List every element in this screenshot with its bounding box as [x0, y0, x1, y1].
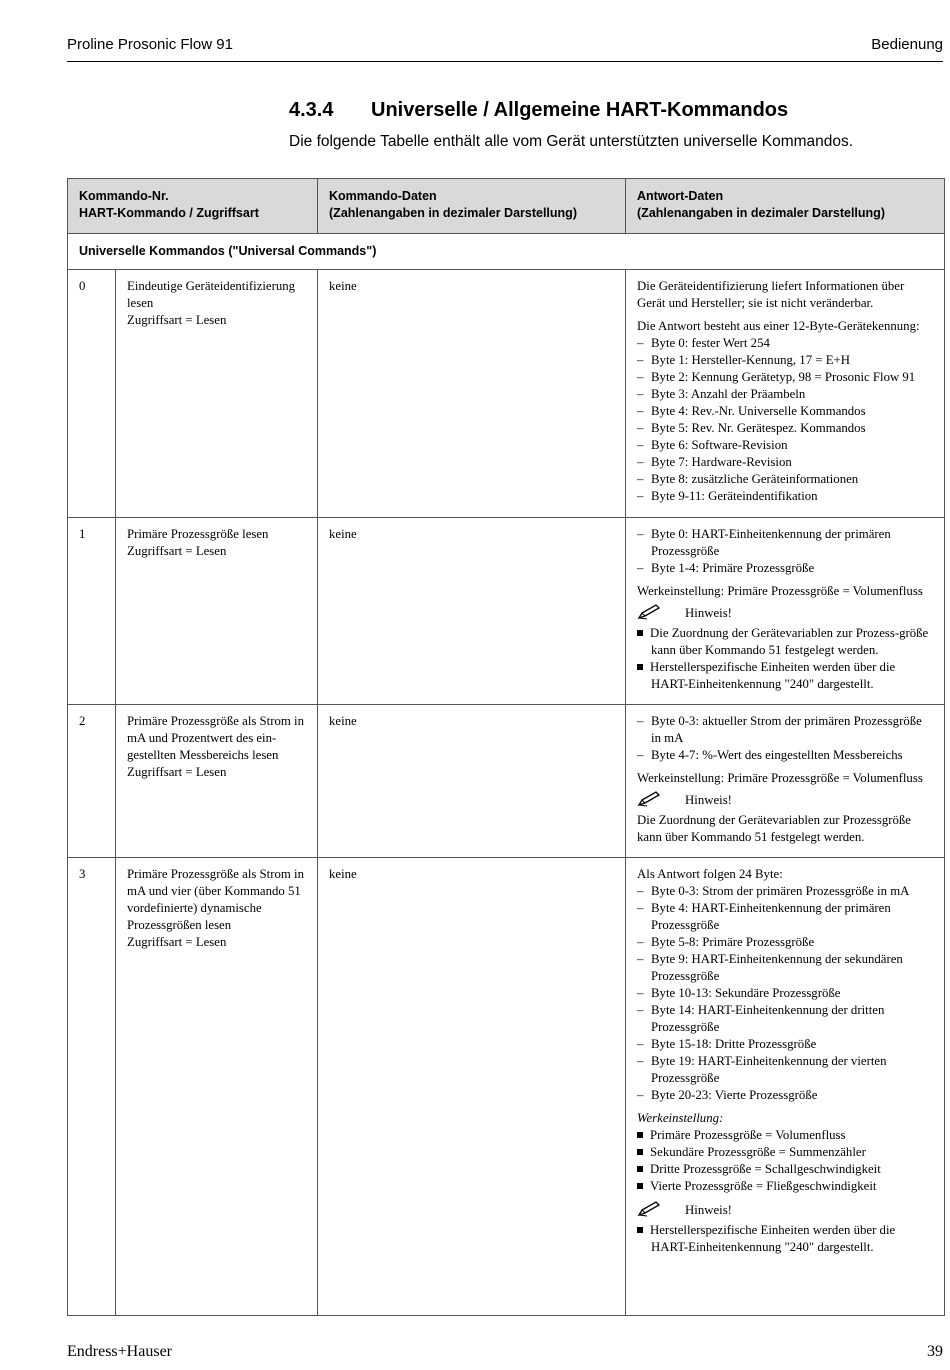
dash-marker: –: [637, 404, 644, 418]
list-item-text: Byte 7: Hardware-Revision: [651, 455, 792, 469]
list-item: [637, 471, 934, 488]
list-item-text: Byte 0: fester Wert 254: [651, 336, 770, 350]
list-item: [637, 625, 934, 659]
list-item-text: Byte 6: Software-Revision: [651, 438, 788, 452]
dash-marker: –: [637, 455, 644, 469]
list-item-text: Byte 10-13: Sekundäre Prozessgröße: [651, 986, 841, 1000]
dash-marker: –: [637, 438, 644, 452]
dash-marker: –: [637, 489, 644, 503]
note-heading: [637, 791, 934, 812]
dash-marker: –: [637, 1054, 644, 1068]
list-item: [637, 352, 934, 369]
cell-text: Als Antwort folgen 24 Byte:: [637, 867, 783, 881]
cell-text: Primäre Prozessgröße lesen: [127, 527, 269, 541]
dash-marker: –: [637, 1003, 644, 1017]
response-data: [626, 705, 945, 858]
cell-text: Werkeinstellung: Primäre Prozessgröße = Volumenfluss: [637, 771, 923, 785]
list-item-text: Byte 4: HART-Einheitenkennung der primären Prozessgröße: [651, 901, 891, 932]
cell-text: Zugriffsart = Lesen: [127, 544, 227, 558]
dash-marker: –: [637, 353, 644, 367]
table-row: [68, 518, 945, 705]
bullet-square-icon: [637, 1132, 643, 1138]
dash-marker: –: [637, 472, 644, 486]
list-item-text: Primäre Prozessgröße = Volumenfluss: [650, 1128, 846, 1142]
dash-marker: –: [637, 986, 644, 1000]
list-item-text: Byte 8: zusätzliche Geräteinformationen: [651, 472, 859, 486]
pencil-icon: [637, 791, 663, 812]
dash-list: [637, 713, 934, 764]
command-description: [116, 270, 318, 518]
note-label: Hinweis!: [685, 606, 732, 620]
header-text: (Zahlenangaben in dezimaler Darstellung): [329, 206, 577, 220]
section-title: Universelle / Allgemeine HART-Kommandos: [371, 99, 789, 121]
bullet-square-icon: [637, 1149, 643, 1155]
command-data: keine: [318, 705, 626, 858]
dash-marker: –: [637, 714, 644, 728]
dash-marker: –: [637, 387, 644, 401]
cell-text: Primäre Prozessgröße als Strom in mA und Prozentwert des ein-gestellten Messbereichs lesen: [127, 714, 304, 762]
dash-marker: –: [637, 884, 644, 898]
cell-text: Eindeutige Geräteidentifizierung lesen: [127, 279, 296, 310]
list-item: [637, 1178, 934, 1195]
header-chapter: Bedienung: [871, 36, 943, 53]
list-item: [637, 488, 934, 505]
list-item: [637, 713, 934, 747]
note-label: Hinweis!: [685, 1203, 732, 1217]
cell-text: Zugriffsart = Lesen: [127, 935, 227, 949]
command-number: 2: [68, 705, 116, 858]
command-data: keine: [318, 270, 626, 518]
list-item: [637, 420, 934, 437]
header-cell-command: [68, 179, 318, 234]
header-text: HART-Kommando / Zugriffsart: [79, 206, 259, 220]
command-number: 0: [68, 270, 116, 518]
dash-marker: –: [637, 527, 644, 541]
list-item-text: Die Zuordnung der Gerätevariablen zur Prozess-größe kann über Kommando 51 festgelegt werden.: [650, 626, 929, 657]
note-heading: [637, 604, 934, 625]
header-text: (Zahlenangaben in dezimaler Darstellung): [637, 206, 885, 220]
dash-marker: –: [637, 561, 644, 575]
bullet-list: [637, 625, 934, 693]
command-data: keine: [318, 518, 626, 705]
section-number: 4.3.4: [289, 99, 334, 121]
list-item-text: Sekundäre Prozessgröße = Summenzähler: [650, 1145, 866, 1159]
dash-list: [637, 526, 934, 577]
list-item: [637, 883, 934, 900]
bullet-list: [637, 1222, 934, 1256]
cell-text: Die Antwort besteht aus einer 12-Byte-Gerätekennung:: [637, 319, 920, 333]
cell-text: Primäre Prozessgröße als Strom in mA und vier (über Kommando 51 vordefinierte) dynamische Prozessgrößen lesen: [127, 867, 304, 932]
cell-text: Die Zuordnung der Gerätevariablen zur Prozessgröße kann über Kommando 51 festgelegt werden.: [637, 813, 911, 844]
list-item-text: Byte 15-18: Dritte Prozessgröße: [651, 1037, 817, 1051]
list-item-text: Byte 20-23: Vierte Prozessgröße: [651, 1088, 818, 1102]
page-number: 39: [927, 1343, 943, 1360]
list-item: [637, 454, 934, 471]
list-item-text: Byte 14: HART-Einheitenkennung der dritten Prozessgröße: [651, 1003, 885, 1034]
dash-marker: –: [637, 1037, 644, 1051]
list-item: [637, 369, 934, 386]
group-label: Universelle Kommandos ("Universal Commands"): [68, 234, 945, 270]
section-intro: Die folgende Tabelle enthält alle vom Gerät unterstützten universelle Kommandos.: [289, 133, 854, 150]
table-row: [68, 270, 945, 518]
note-heading: [637, 1201, 934, 1222]
list-item: [637, 386, 934, 403]
table-row: [68, 705, 945, 858]
list-item: [637, 335, 934, 352]
list-item-text: Byte 2: Kennung Gerätetyp, 98 = Prosonic Flow 91: [651, 370, 916, 384]
cell-text: Die Geräteidentifizierung liefert Informationen über Gerät und Hersteller; sie ist nicht veränderbar.: [637, 279, 905, 310]
list-item: [637, 437, 934, 454]
list-item-text: Byte 3: Anzahl der Präambeln: [651, 387, 806, 401]
list-item: [637, 526, 934, 560]
section-heading: [289, 99, 788, 122]
dash-marker: –: [637, 952, 644, 966]
list-item: [637, 985, 934, 1002]
pencil-icon: [637, 604, 663, 625]
dash-marker: –: [637, 748, 644, 762]
list-item-text: Byte 9: HART-Einheitenkennung der sekundären Prozessgröße: [651, 952, 903, 983]
dash-marker: –: [637, 901, 644, 915]
header-cell-response-data: [626, 179, 945, 234]
header-doc-title: Proline Prosonic Flow 91: [67, 36, 233, 53]
cell-text: Zugriffsart = Lesen: [127, 313, 227, 327]
list-item-text: Herstellerspezifische Einheiten werden über die HART-Einheitenkennung "240" dargestellt.: [650, 660, 896, 691]
bullet-square-icon: [637, 1183, 643, 1189]
list-item-text: Dritte Prozessgröße = Schallgeschwindigkeit: [650, 1162, 881, 1176]
list-item-text: Byte 5: Rev. Nr. Gerätespez. Kommandos: [651, 421, 866, 435]
bullet-square-icon: [637, 1227, 643, 1233]
command-description: [116, 858, 318, 1316]
header-text: Antwort-Daten: [637, 189, 724, 203]
command-number: 1: [68, 518, 116, 705]
dash-marker: –: [637, 370, 644, 384]
list-item-text: Byte 19: HART-Einheitenkennung der vierten Prozessgröße: [651, 1054, 887, 1085]
cell-text: Werkeinstellung: Primäre Prozessgröße = Volumenfluss: [637, 584, 923, 598]
list-item: [637, 934, 934, 951]
list-item-text: Byte 4: Rev.-Nr. Universelle Kommandos: [651, 404, 866, 418]
header-text: Kommando-Daten: [329, 189, 437, 203]
list-item: [637, 1161, 934, 1178]
note-label: Hinweis!: [685, 793, 732, 807]
list-item-text: Byte 1-4: Primäre Prozessgröße: [651, 561, 815, 575]
response-data: [626, 270, 945, 518]
table-header-row: [68, 179, 945, 234]
footer-company: Endress+Hauser: [67, 1343, 172, 1360]
dash-list: [637, 883, 934, 1104]
list-item-text: Byte 0-3: Strom der primären Prozessgröße in mA: [651, 884, 910, 898]
list-item: [637, 659, 934, 693]
response-data: [626, 858, 945, 1316]
dash-marker: –: [637, 421, 644, 435]
list-item: [637, 1036, 934, 1053]
list-item-text: Byte 0: HART-Einheitenkennung der primären Prozessgröße: [651, 527, 891, 558]
list-item-text: Byte 9-11: Geräteindentifikation: [651, 489, 818, 503]
list-item: [637, 560, 934, 577]
bullet-square-icon: [637, 664, 643, 670]
table-row: [68, 858, 945, 1316]
dash-marker: –: [637, 336, 644, 350]
list-item-text: Byte 0-3: aktueller Strom der primären Prozessgröße in mA: [651, 714, 922, 745]
dash-list: [637, 335, 934, 505]
group-row: [68, 234, 945, 270]
list-item: [637, 747, 934, 764]
cell-text: Werkeinstellung:: [637, 1111, 724, 1125]
dash-marker: –: [637, 935, 644, 949]
hart-commands-table: [67, 178, 945, 1316]
dash-marker: –: [637, 1088, 644, 1102]
command-description: [116, 705, 318, 858]
response-data: [626, 518, 945, 705]
header-cell-command-data: [318, 179, 626, 234]
list-item: [637, 1002, 934, 1036]
list-item: [637, 1127, 934, 1144]
pencil-icon: [637, 1201, 663, 1222]
list-item-text: Byte 4-7: %-Wert des eingestellten Messbereichs: [651, 748, 903, 762]
list-item: [637, 900, 934, 934]
list-item-text: Herstellerspezifische Einheiten werden über die HART-Einheitenkennung "240" dargestellt.: [650, 1223, 896, 1254]
list-item-text: Byte 5-8: Primäre Prozessgröße: [651, 935, 815, 949]
list-item: [637, 1144, 934, 1161]
list-item: [637, 403, 934, 420]
header-text: Kommando-Nr.: [79, 189, 169, 203]
list-item: [637, 951, 934, 985]
bullet-square-icon: [637, 630, 643, 636]
list-item: [637, 1087, 934, 1104]
bullet-square-icon: [637, 1166, 643, 1172]
command-data: keine: [318, 858, 626, 1316]
command-description: [116, 518, 318, 705]
bullet-list: [637, 1127, 934, 1195]
cell-text: Zugriffsart = Lesen: [127, 765, 227, 779]
list-item: [637, 1222, 934, 1256]
list-item-text: Byte 1: Hersteller-Kennung, 17 = E+H: [651, 353, 850, 367]
header-rule: [67, 61, 943, 62]
command-number: 3: [68, 858, 116, 1316]
list-item: [637, 1053, 934, 1087]
list-item-text: Vierte Prozessgröße = Fließgeschwindigkeit: [650, 1179, 877, 1193]
